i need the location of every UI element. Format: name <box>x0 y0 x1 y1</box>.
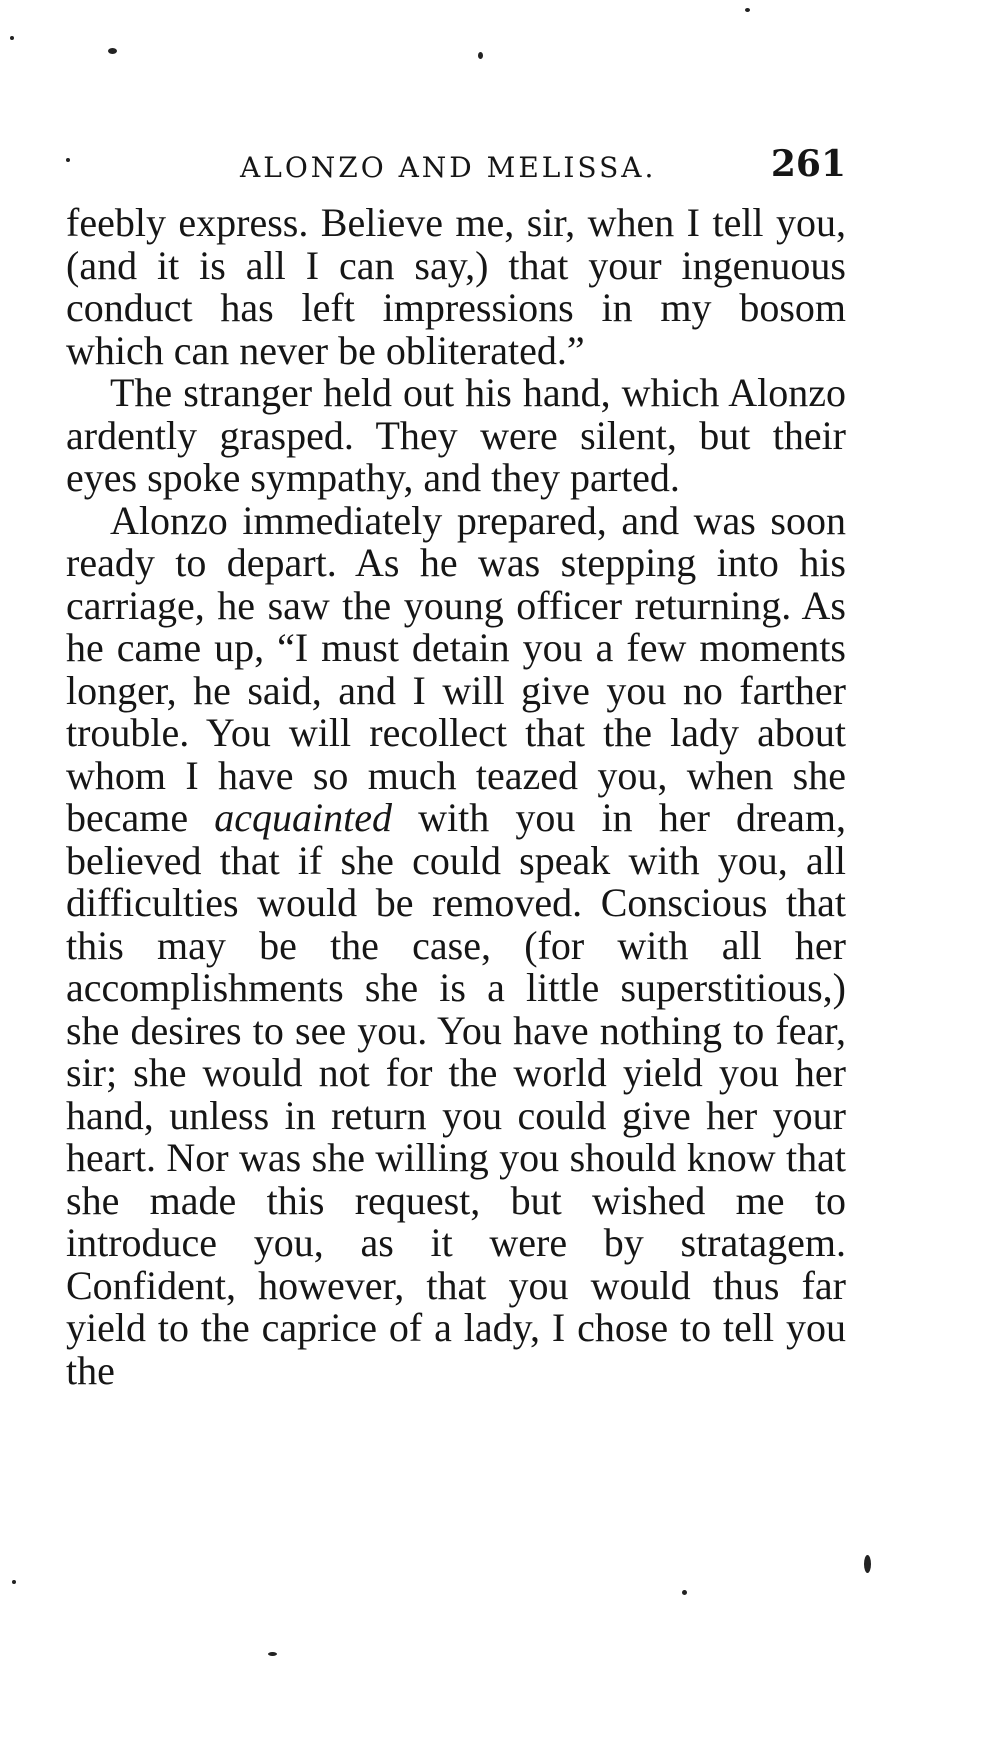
text-run: The stranger held out his hand, which Alonzo ardently grasped. They were silent, but their eyes spoke sympathy, and they parted. <box>66 370 846 500</box>
scan-speck <box>10 36 14 40</box>
body-text <box>66 202 846 1392</box>
italic-word: acquainted <box>214 795 393 840</box>
scan-speck <box>108 48 117 54</box>
scan-speck <box>478 52 483 59</box>
text-run: Alonzo immediately prepared, and was soon ready to depart. As he was stepping into his carriage, he saw the young officer returning. As he came up, “I must detain you a few moments longer, he said, and I will give you no farther trouble. You will recollect that the lady about whom I have so much teazed you, when she became <box>66 497 846 840</box>
running-head <box>66 143 846 193</box>
running-title: ALONZO AND MELISSA. <box>240 151 657 184</box>
text-run: with you in her dream, believed that if she could speak with you, all difficulties would be removed. Conscious that this may be the case, (for with all her accomplishments she is a little superstitious,) she desires to see you. You have nothing to fear, sir; she would not for the world yield you her hand, unless in return you could give her your heart. Nor was she willing you should know that she made this request, but wished me to introduce you, as it were by stratagem. Confident, however, that you would thus far yield to the caprice of a lady, I chose to tell you the <box>66 795 846 1393</box>
paragraph <box>66 202 846 372</box>
scan-speck <box>864 1555 871 1573</box>
paragraph <box>66 372 846 500</box>
page-number: 261 <box>770 143 846 185</box>
paragraph <box>66 497 846 1393</box>
text-run: feebly express. Believe me, sir, when I tell you, (and it is all I can say,) that your ingenuous conduct has left impressions in my bosom which can never be obliterated.” <box>66 200 846 373</box>
scan-speck <box>268 1652 277 1656</box>
scan-speck <box>682 1590 687 1595</box>
scan-speck <box>745 8 750 12</box>
scan-speck <box>66 158 70 162</box>
scan-speck <box>12 1580 16 1584</box>
